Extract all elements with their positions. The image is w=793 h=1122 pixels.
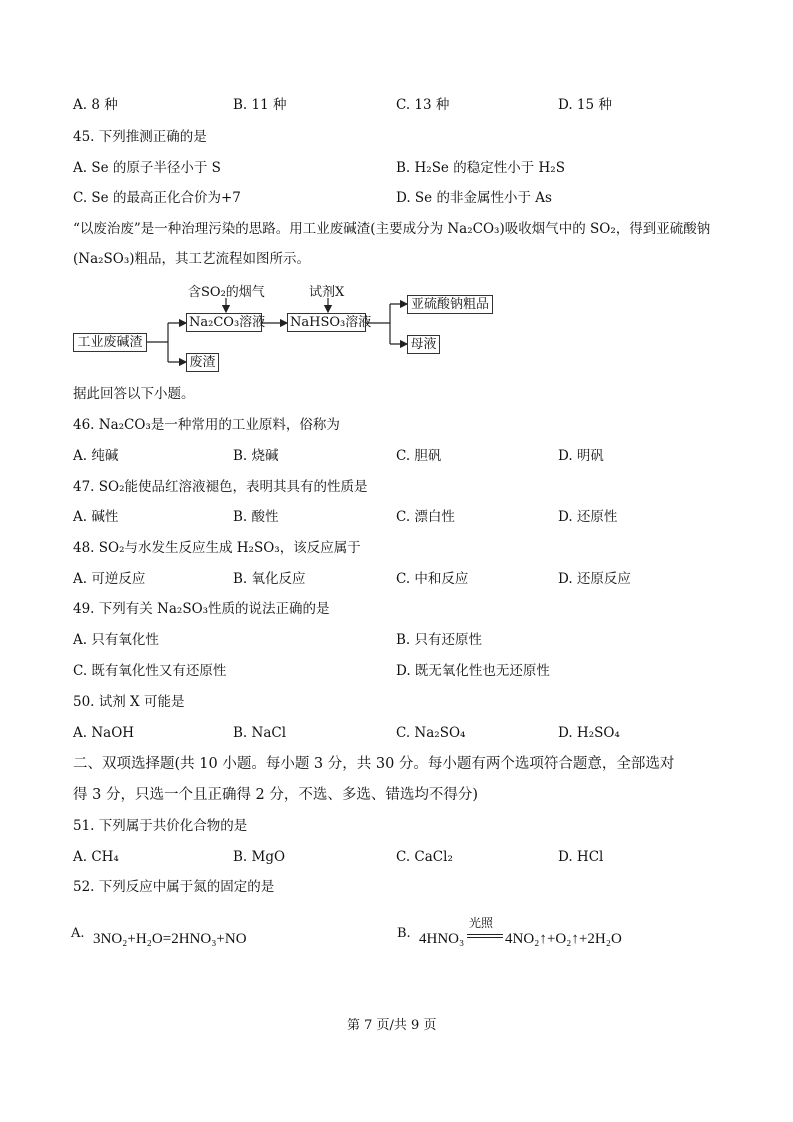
q45-stem: 45. 下列推测正确的是 — [73, 129, 207, 145]
option-c: C. Se 的最高正化合价为+7 — [73, 190, 241, 206]
label-reagent-x: 试剂X — [309, 285, 345, 300]
option-a: A. 纯碱 — [73, 448, 119, 464]
box-sodium-sulfite-product: 亚硫酸钠粗品 — [407, 295, 493, 314]
q46-stem: 46. Na₂CO₃是一种常用的工业原料，俗称为 — [73, 417, 340, 433]
option-b-label: B. — [397, 926, 411, 941]
answer-intro: 据此回答以下小题。 — [73, 386, 195, 402]
page-footer: 第 7 页/共 9 页 — [347, 1018, 437, 1033]
option-d: D. 既无氧化性也无还原性 — [396, 663, 550, 679]
box-na2co3-solution: Na₂CO₃溶液 — [186, 313, 262, 332]
option-a: A. NaOH — [73, 725, 135, 741]
q52-stem: 52. 下列反应中属于氮的固定的是 — [73, 879, 275, 895]
option-b: B. 氧化反应 — [233, 571, 306, 587]
option-b: B. MgO — [233, 849, 286, 865]
equation-b-products: 4NO₂↑+O₂↑+2H₂O — [505, 931, 622, 947]
option-c: C. 既有氧化性又有还原性 — [73, 663, 227, 679]
option-b: B. NaCl — [233, 725, 287, 741]
q48-stem: 48. SO₂与水发生反应生成 H₂SO₃，该反应属于 — [73, 540, 361, 556]
option-d: D. 15 种 — [558, 97, 612, 113]
option-b: B. 只有还原性 — [396, 632, 483, 648]
box-mother-liquor: 母液 — [407, 335, 440, 354]
box-industrial-waste: 工业废碱渣 — [73, 333, 147, 352]
option-a: A. 碱性 — [73, 509, 119, 525]
option-d: D. Se 的非金属性小于 As — [396, 190, 552, 206]
option-d: D. HCl — [558, 849, 604, 865]
option-b: B. 烧碱 — [233, 448, 279, 464]
equation-a: 3NO₂+H₂O=2HNO₃+NO — [93, 931, 247, 947]
q50-stem: 50. 试剂 X 可能是 — [73, 694, 185, 710]
intro-line: “以废治废”是一种治理污染的思路。用工业废碱渣(主要成分为 Na₂CO₃)吸收烟气中的 SO₂，得到亚硫酸钠 — [73, 221, 711, 237]
option-d: D. 还原性 — [558, 509, 618, 525]
equation-equals-sign — [467, 934, 503, 938]
box-waste-residue: 废渣 — [186, 353, 219, 372]
box-nahso3-solution: NaHSO₃溶液 — [287, 313, 366, 332]
option-a-label: A. — [71, 926, 85, 941]
equation-b-condition: 光照 — [469, 916, 494, 930]
q47-stem: 47. SO₂能使品红溶液褪色，表明其具有的性质是 — [73, 479, 368, 495]
option-d: D. H₂SO₄ — [558, 725, 620, 741]
option-a: A. Se 的原子半径小于 S — [73, 160, 221, 176]
option-b: B. 酸性 — [233, 509, 279, 525]
option-c: C. Na₂SO₄ — [396, 725, 466, 741]
option-a: A. 可逆反应 — [73, 571, 146, 587]
option-c: C. CaCl₂ — [396, 849, 453, 865]
q51-stem: 51. 下列属于共价化合物的是 — [73, 818, 248, 834]
option-d: D. 明矾 — [558, 448, 604, 464]
option-b: B. 11 种 — [233, 97, 287, 113]
intro-line: (Na₂SO₃)粗品，其工艺流程如图所示。 — [73, 251, 311, 267]
q49-stem: 49. 下列有关 Na₂SO₃性质的说法正确的是 — [73, 601, 330, 617]
label-flue-gas: 含SO₂的烟气 — [188, 285, 265, 300]
option-b: B. H₂Se 的稳定性小于 H₂S — [396, 160, 565, 176]
option-c: C. 中和反应 — [396, 571, 469, 587]
option-d: D. 还原反应 — [558, 571, 631, 587]
option-c: C. 13 种 — [396, 97, 450, 113]
option-a: A. 8 种 — [73, 97, 118, 113]
section-heading: 得 3 分，只选一个且正确得 2 分，不选、多选、错选均不得分) — [73, 787, 479, 803]
option-a: A. 只有氧化性 — [73, 632, 159, 648]
option-c: C. 胆矾 — [396, 448, 442, 464]
option-c: C. 漂白性 — [396, 509, 455, 525]
section-heading: 二、双项选择题(共 10 小题。每小题 3 分，共 30 分。每小题有两个选项符合题意，全部选对 — [73, 756, 675, 772]
option-a: A. CH₄ — [73, 849, 119, 865]
equation-b-reactant: 4HNO₃ — [419, 931, 465, 947]
